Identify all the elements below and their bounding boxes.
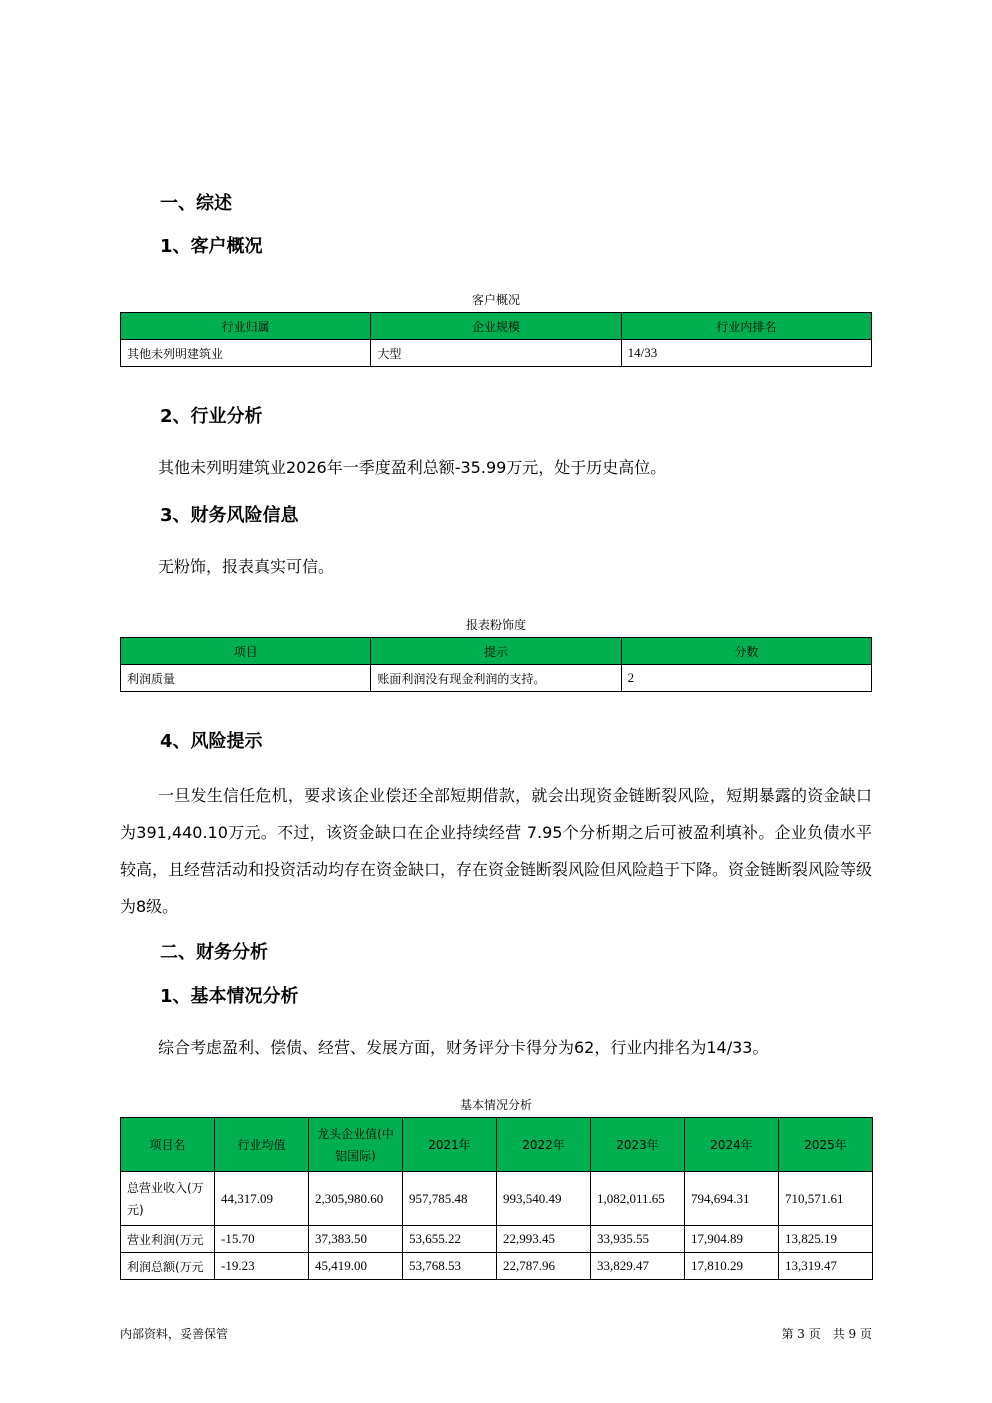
table-header: 行业均值 [215, 1118, 309, 1172]
heading-customer-overview: 1、客户概况 [160, 236, 263, 257]
customer-table [120, 312, 872, 367]
table-cell: 44,317.09 [215, 1172, 309, 1226]
table-header: 企业规模 [371, 313, 621, 340]
heading-risk-info: 3、财务风险信息 [160, 505, 299, 526]
table-cell: 37,383.50 [309, 1226, 403, 1253]
table-cell: 22,787.96 [497, 1253, 591, 1280]
table-row [121, 1226, 873, 1253]
table-cell: 710,571.61 [779, 1172, 873, 1226]
table-header: 2021年 [403, 1118, 497, 1172]
table-cell: 53,655.22 [403, 1226, 497, 1253]
table-cell: 大型 [371, 340, 621, 367]
table-cell: 957,785.48 [403, 1172, 497, 1226]
table-cell: 2 [621, 665, 871, 692]
whitewash-table-caption: 报表粉饰度 [465, 618, 526, 632]
table-cell: -19.23 [215, 1253, 309, 1280]
whitewash-table [120, 637, 872, 692]
table-cell: 17,810.29 [685, 1253, 779, 1280]
section-heading-overview: 一、综述 [160, 193, 232, 214]
table-cell: 794,694.31 [685, 1172, 779, 1226]
table-cell: 45,419.00 [309, 1253, 403, 1280]
table-header: 2025年 [779, 1118, 873, 1172]
table-cell: 13,825.19 [779, 1226, 873, 1253]
risk-warning-paragraph: 一旦发生信任危机，要求该企业偿还全部短期借款，就会出现资金链断裂风险，短期暴露的资金缺口为391,440.10万元。不过，该资金缺口在企业持续经营 7.95个分析期之后可被盈利填补。企业负债水平较高，且经营活动和投资活动均存在资金缺口，存在资金链断裂风险但风险趋于下降。资金链断裂风险等级为8级。 [120, 786, 873, 916]
table-header: 分数 [621, 638, 871, 665]
table-cell: 账面利润没有现金利润的支持。 [371, 665, 621, 692]
table-cell: 利润质量 [121, 665, 371, 692]
table-header: 2023年 [591, 1118, 685, 1172]
table-cell: -15.70 [215, 1226, 309, 1253]
table-cell: 营业利润(万元 [121, 1226, 215, 1253]
table-cell: 33,935.55 [591, 1226, 685, 1253]
section-heading-financial: 二、财务分析 [160, 942, 268, 963]
table-cell: 14/33 [621, 340, 871, 367]
heading-risk-warning: 4、风险提示 [160, 731, 263, 752]
table-cell: 17,904.89 [685, 1226, 779, 1253]
table-header: 行业归属 [121, 313, 371, 340]
heading-basic-analysis: 1、基本情况分析 [160, 986, 299, 1007]
footer-page-number: 第 3 页 共 9 页 [781, 1327, 872, 1341]
table-header: 项目 [121, 638, 371, 665]
table-cell: 22,993.45 [497, 1226, 591, 1253]
industry-paragraph: 其他未列明建筑业2026年一季度盈利总额-35.99万元，处于历史高位。 [158, 458, 667, 477]
table-row [121, 1253, 873, 1280]
risk-info-paragraph: 无粉饰，报表真实可信。 [158, 557, 335, 576]
table-header: 行业内排名 [621, 313, 871, 340]
table-header: 2024年 [685, 1118, 779, 1172]
customer-table-caption: 客户概况 [471, 293, 520, 307]
table-cell: 13,319.47 [779, 1253, 873, 1280]
table-cell: 其他未列明建筑业 [121, 340, 371, 367]
table-cell: 利润总额(万元 [121, 1253, 215, 1280]
heading-industry-analysis: 2、行业分析 [160, 406, 263, 427]
table-cell: 2,305,980.60 [309, 1172, 403, 1226]
basic-table-caption: 基本情况分析 [459, 1098, 532, 1112]
table-cell: 1,082,011.65 [591, 1172, 685, 1226]
table-header: 项目名 [121, 1118, 215, 1172]
table-cell: 总营业收入(万元) [121, 1172, 215, 1226]
table-header: 2022年 [497, 1118, 591, 1172]
table-row [121, 1172, 873, 1226]
table-header: 龙头企业值(中铝国际) [309, 1118, 403, 1172]
basic-paragraph: 综合考虑盈利、偿债、经营、发展方面，财务评分卡得分为62，行业内排名为14/33。 [158, 1038, 769, 1057]
table-cell: 993,540.49 [497, 1172, 591, 1226]
basic-table [120, 1117, 873, 1280]
footer-confidential: 内部资料，妥善保管 [120, 1327, 229, 1341]
table-cell: 53,768.53 [403, 1253, 497, 1280]
table-cell: 33,829.47 [591, 1253, 685, 1280]
table-header: 提示 [371, 638, 621, 665]
